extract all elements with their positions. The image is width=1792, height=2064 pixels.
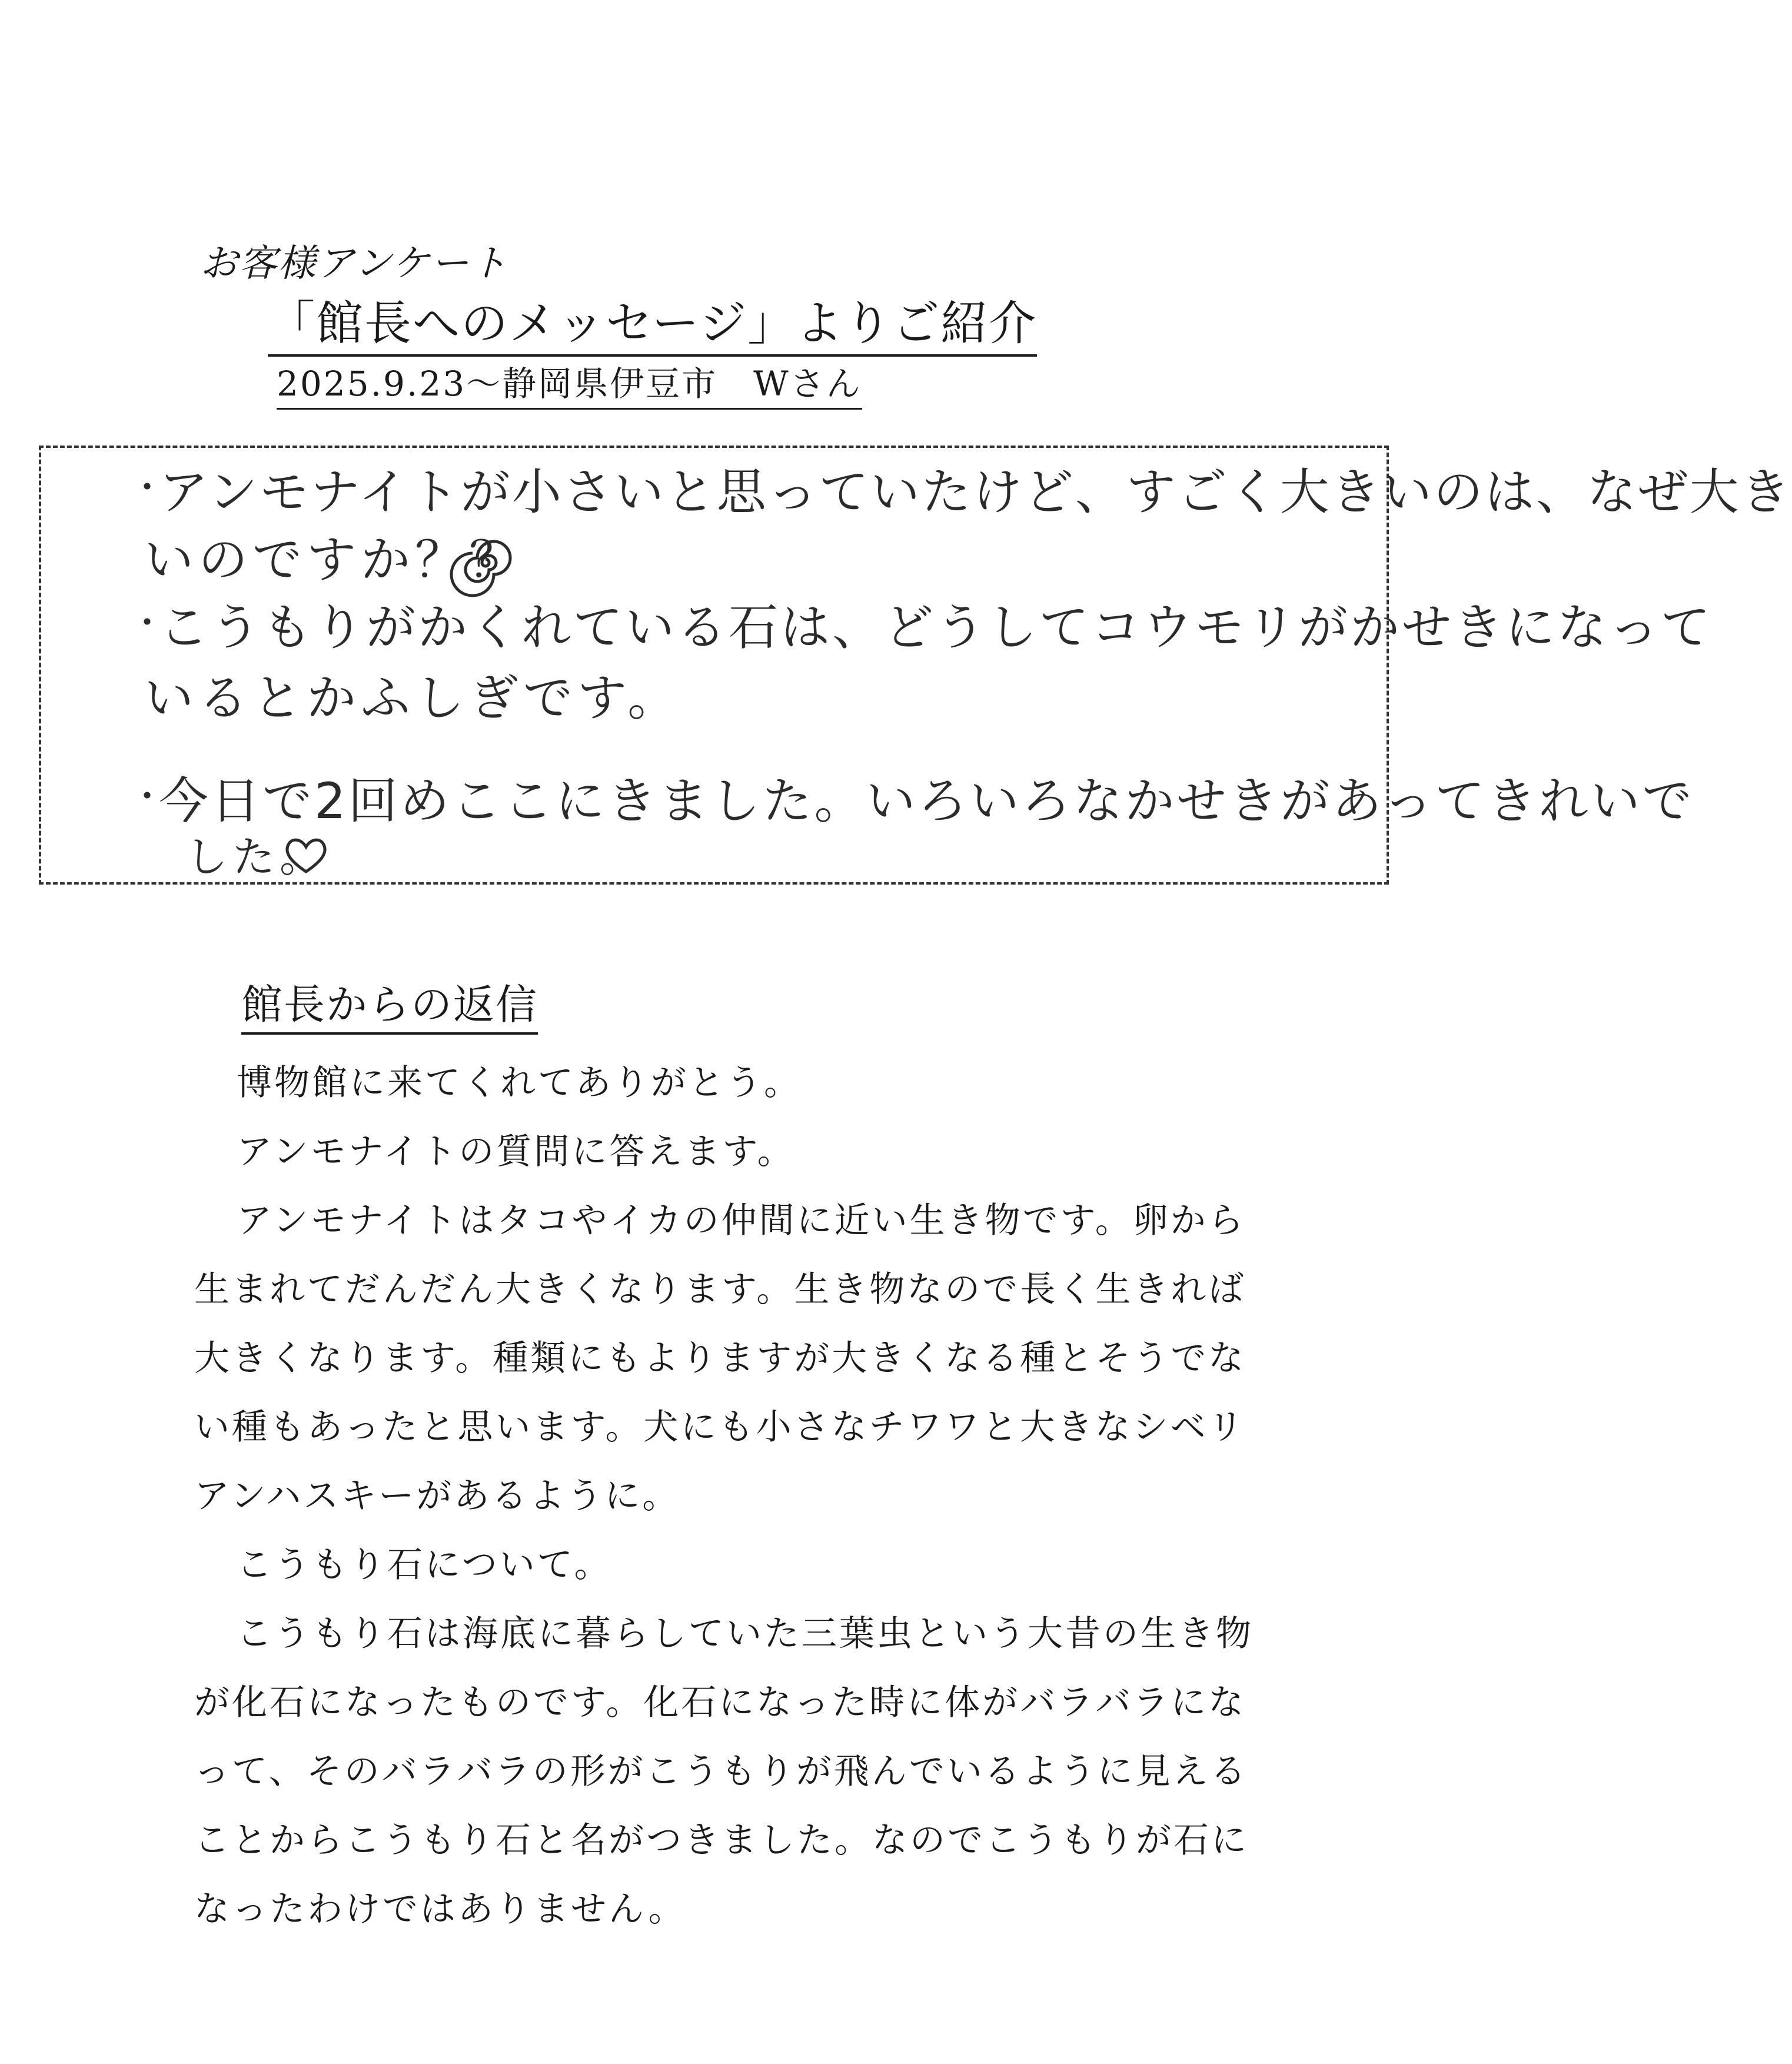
reply-line: アンハスキーがあるように。 — [194, 1475, 680, 1517]
message-line-6: した。 — [185, 832, 327, 882]
bullet-mark: ・ — [129, 467, 165, 508]
message-line-4: いるとかふしぎです。 — [144, 669, 682, 727]
reply-line: 生まれてだんだん大きくなります。生き物なので長く生きれば — [194, 1269, 1246, 1310]
date-location-line: 2025.9.23～静岡県伊豆市 Wさん — [277, 362, 862, 410]
reply-line: 博物館に来てくれてありがとう。 — [237, 1062, 802, 1104]
reply-body — [194, 1049, 1254, 1944]
message-line-3: こうもりがかくれている石は、どうしてコウモリがかせきになって — [159, 599, 1713, 656]
survey-label: お客様アンケート — [200, 242, 509, 285]
message-line-2: いのですか？？ — [144, 531, 524, 589]
reply-line: アンモナイトの質問に答えます。 — [237, 1131, 795, 1172]
bullet-mark: ・ — [129, 776, 165, 817]
reply-line: ことからこうもり石と名がつきました。なのでこうもりが石に — [194, 1820, 1249, 1861]
reply-line: が化石になったものです。化石になった時に体がバラバラにな — [194, 1682, 1246, 1723]
reply-line: 大きくなります。種類にもよりますが大きくなる種とそうでな — [194, 1338, 1246, 1379]
document-title: 「館長へのメッセージ」よりご紹介 — [268, 294, 1037, 357]
message-line-5: 今日で2回めここにきました。いろいろなかせきがあってきれいで — [159, 772, 1694, 830]
reply-line: こうもり石について。 — [237, 1544, 612, 1586]
heart-icon — [282, 835, 330, 876]
reply-line: い種もあったと思います。犬にも小さなチワワと大きなシベリ — [194, 1407, 1246, 1448]
handwritten-message-box — [39, 446, 1792, 885]
reply-line: って、そのバラバラの形がこうもりが飛んでいるように見える — [194, 1751, 1248, 1792]
bullet-mark: ・ — [129, 603, 165, 644]
message-line-1: アンモナイトが小さいと思っていたけど、すごく大きいのは、なぜ大き — [159, 463, 1792, 521]
reply-line: なったわけではありません。 — [194, 1889, 686, 1930]
reply-line: アンモナイトはタコやイカの仲間に近い生き物です。卵から — [237, 1200, 1246, 1241]
reply-heading: 館長からの返信 — [241, 978, 538, 1035]
reply-line: こうもり石は海底に暮らしていた三葉虫という大昔の生き物 — [237, 1613, 1254, 1654]
spiral-icon — [453, 530, 518, 595]
